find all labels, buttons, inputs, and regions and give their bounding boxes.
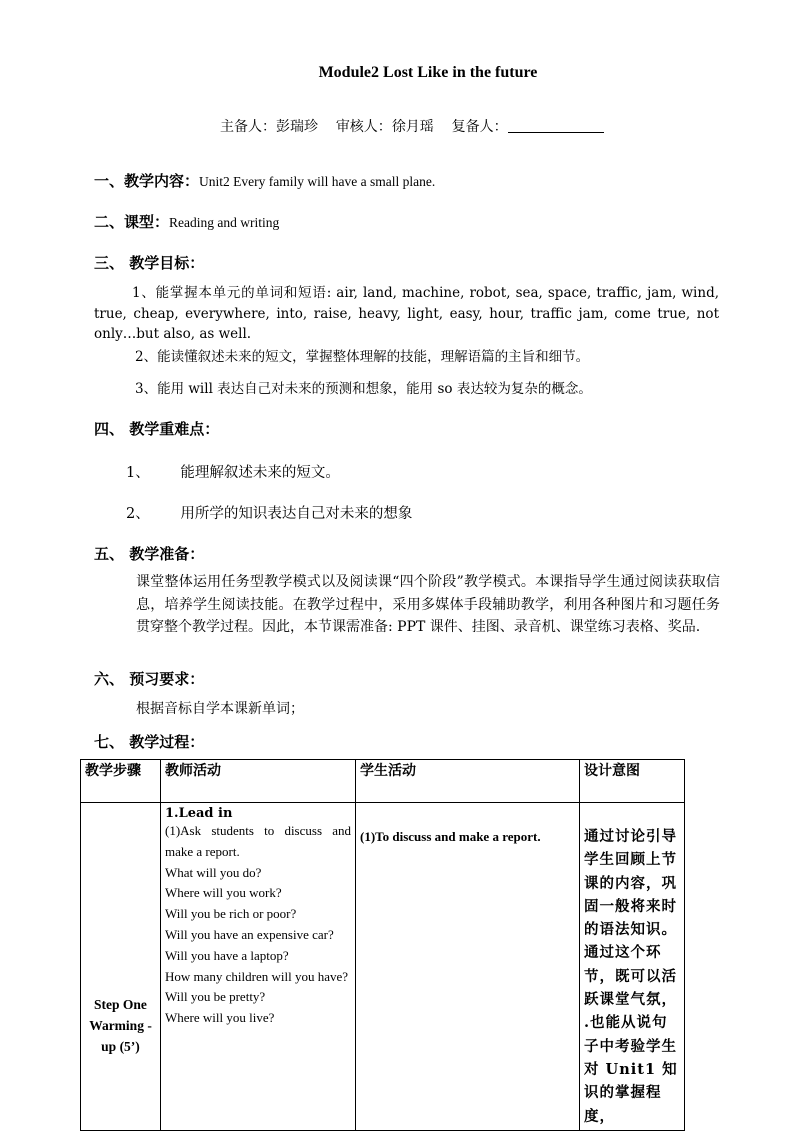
section-4-item-2-text: 用所学的知识表达自己对未来的想象: [180, 506, 413, 522]
teacher-line: Where will you work?: [165, 885, 282, 901]
section-1: [94, 170, 435, 191]
teaching-process-table: [80, 759, 685, 1131]
section-2-heading: 二、课型：: [94, 213, 170, 231]
main-preparer-label: 主备人：: [220, 119, 276, 135]
table-header-row: [81, 760, 685, 803]
section-1-heading: 一、教学内容：: [94, 172, 200, 190]
lead-in-heading: 1.Lead in: [165, 806, 233, 821]
teacher-line: Will you have an expensive car?: [165, 926, 334, 942]
preparers-line: [220, 116, 604, 136]
section-6-text: 根据音标自学本课新单词；: [136, 701, 304, 717]
section-4-item-1-text: 能理解叙述未来的短文。: [180, 465, 340, 481]
page-title: Module2 Lost Like in the future: [318, 64, 538, 81]
section-3-item-1: 1、能掌握本单元的单词和短语: air, land, machine, robot, sea, space, traffic, jam, wind, true, cheap, everywhere, into, raise, heavy, light, easy, hour, traffic jam, come true, not only…but also, as well.: [94, 285, 719, 342]
teacher-line: (1)Ask students to discuss and make a report.: [165, 823, 351, 859]
table-row: [81, 803, 685, 1131]
teacher-line: Will you be pretty?: [165, 989, 266, 1005]
section-3-heading: 三、 教学目标：: [94, 254, 205, 272]
teacher-line: How many children will you have?: [165, 968, 349, 984]
section-4-item-1: [126, 461, 340, 482]
teacher-activity-cell: [161, 803, 356, 1131]
header-teacher-activity: 教师活动: [161, 760, 356, 803]
step-cell: Step One Warming -up (5’): [81, 803, 161, 1131]
section-5-text: 课堂整体运用任务型教学模式以及阅读课“四个阶段”教学模式。本课指导学生通过阅读获取信息，培养学生阅读技能。在教学过程中，采用多媒体手段辅助教学，利用各种图片和习题任务贯穿整个教学过程。因此，本节课需准备: PPT 课件、挂图、录音机、课堂练习表格、奖品.: [136, 574, 720, 635]
section-4-item-2-number: 2、: [126, 506, 150, 522]
section-7-heading: 七、 教学过程：: [94, 733, 205, 751]
teacher-lines: [165, 821, 351, 1029]
reviewer-label: 审核人：: [335, 119, 392, 135]
section-4-item-1-number: 1、: [126, 465, 150, 481]
teacher-line: Will you have a laptop?: [165, 947, 289, 963]
design-intent-cell: 通过讨论引导学生回顾上节课的内容，巩固一般将来时的语法知识。通过这个环节，既可以活跃课堂气氛， .也能从说句子中考验学生对 Unit1 知识的掌握程度，: [580, 803, 685, 1131]
reviewer-name: 徐月瑶: [391, 119, 434, 135]
header-design-intent: 设计意图: [580, 760, 685, 803]
teacher-line: Where will you live?: [165, 1010, 275, 1026]
section-6-heading: 六、 预习要求：: [94, 670, 205, 688]
section-3-item-3: 3、能用 will 表达自己对未来的预测和想象，能用 so 表达较为复杂的概念。: [135, 381, 592, 397]
section-5-heading: 五、 教学准备：: [94, 545, 205, 563]
teacher-line: Will you be rich or poor?: [165, 906, 297, 922]
header-student-activity: 学生活动: [356, 760, 580, 803]
section-2-text: Reading and writing: [169, 215, 280, 230]
section-1-text: Unit2 Every family will have a small plane.: [199, 174, 436, 189]
teacher-line: What will you do?: [165, 864, 262, 880]
section-4-heading: 四、 教学重难点：: [94, 420, 220, 438]
section-4-item-2: [126, 502, 412, 523]
header-step: 教学步骤: [81, 760, 161, 803]
co-preparer-blank: [508, 118, 604, 133]
section-3-item-2: 2、能读懂叙述未来的短文，掌握整体理解的技能，理解语篇的主旨和细节。: [135, 349, 590, 365]
section-2: [94, 211, 279, 232]
main-preparer-name: 彭瑞珍: [276, 119, 318, 135]
co-preparer-label: 复备人：: [451, 119, 508, 135]
student-activity-cell: (1)To discuss and make a report.: [356, 803, 580, 1131]
